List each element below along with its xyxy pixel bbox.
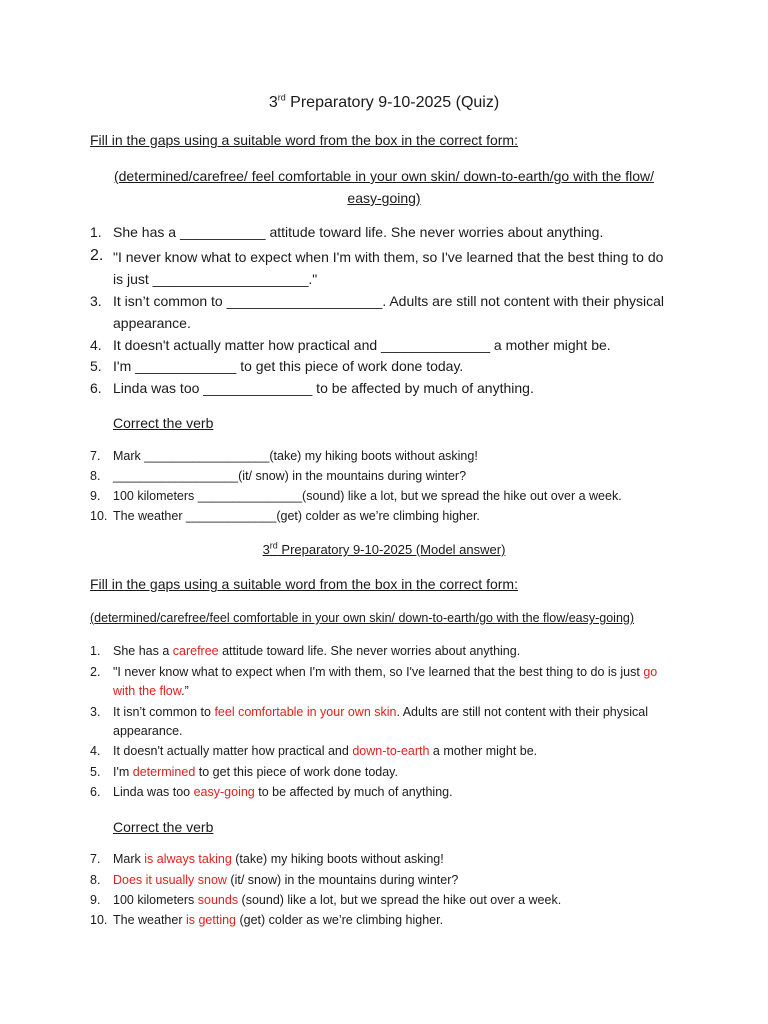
model-verb-7-pre: Mark <box>113 852 145 866</box>
model-item-3 <box>113 705 648 719</box>
model-item-1 <box>113 644 520 658</box>
quiz-word-box-line2: easy-going) <box>347 190 421 206</box>
quiz-verb-9-text: 100 kilometers _______________(sound) like a lot, but we spread the hike out over a week. <box>113 489 622 503</box>
quiz-verb-9-number: 9. <box>90 489 101 503</box>
model-verb-10-pre: The weather <box>113 913 186 927</box>
quiz-verb-10-number: 10. <box>90 509 108 523</box>
quiz-verb-heading: Correct the verb <box>113 415 214 431</box>
model-word-box: (determined/carefree/feel comfortable in your own skin/ down-to-earth/go with the flow/easy-going) <box>90 611 635 625</box>
model-verb-7-number: 7. <box>90 852 101 866</box>
quiz-item-1-text: She has a ___________ attitude toward life. She never worries about anything. <box>113 224 604 240</box>
quiz-title-sup: rd <box>277 92 286 103</box>
quiz-item-3-number: 3. <box>90 293 102 309</box>
model-item-4-post: a mother might be. <box>429 744 538 758</box>
model-verb-9-number: 9. <box>90 893 101 907</box>
model-verb-heading: Correct the verb <box>113 819 214 835</box>
model-item-4 <box>113 744 537 758</box>
model-item-3-cont: appearance. <box>113 724 183 738</box>
quiz-item-4-number: 4. <box>90 337 102 353</box>
model-item-5-answer: determined <box>132 765 196 779</box>
quiz-title <box>0 94 768 112</box>
quiz-verb-8-text: __________________(it/ snow) in the mountains during winter? <box>113 469 467 483</box>
model-verb-7-answer: is always taking <box>144 852 232 866</box>
model-item-2 <box>113 665 657 679</box>
model-verb-10-post: (get) colder as we’re climbing higher. <box>236 913 444 927</box>
model-item-1-post: attitude toward life. She never worries about anything. <box>218 644 521 658</box>
model-item-2-number: 2. <box>90 665 101 679</box>
model-item-2-answer: go <box>643 665 658 679</box>
model-item-4-number: 4. <box>90 744 101 758</box>
model-verb-8-post: (it/ snow) in the mountains during winter? <box>226 873 459 887</box>
model-item-4-answer: down-to-earth <box>352 744 430 758</box>
model-item-3-answer: feel comfortable in your own skin <box>214 705 397 719</box>
model-item-6-answer: easy-going <box>193 785 255 799</box>
quiz-verb-10-text: The weather _____________(get) colder as we’re climbing higher. <box>113 509 480 523</box>
model-item-1-pre: She has a <box>113 644 173 658</box>
quiz-item-2-cont: is just ____________________." <box>113 271 318 287</box>
model-item-2-answer-cont: with the flow <box>113 684 182 698</box>
model-verb-8-answer: Does it usually snow <box>113 873 227 887</box>
model-item-1-number: 1. <box>90 644 101 658</box>
model-item-1-answer: carefree <box>172 644 219 658</box>
quiz-title-rest: Preparatory 9-10-2025 (Quiz) <box>285 94 500 111</box>
model-verb-9-post: (sound) like a lot, but we spread the hike out over a week. <box>238 893 562 907</box>
quiz-item-2-number: 2. <box>90 247 104 264</box>
model-item-3-post: . Adults are still not content with their physical <box>396 705 648 719</box>
quiz-item-4-text: It doesn't actually matter how practical and ______________ a mother might be. <box>113 337 611 353</box>
model-verb-10-answer: is getting <box>185 913 236 927</box>
model-verb-7-post: (take) my hiking boots without asking! <box>231 852 444 866</box>
model-item-3-number: 3. <box>90 705 101 719</box>
quiz-verb-8-number: 8. <box>90 469 101 483</box>
model-item-4-pre: It doesn't actually matter how practical and <box>113 744 353 758</box>
item-number: 1. <box>90 224 102 240</box>
model-item-5-pre: I'm <box>113 765 133 779</box>
model-item-6 <box>113 785 453 799</box>
model-title <box>0 542 768 557</box>
model-item-6-post: to be affected by much of anything. <box>254 785 453 799</box>
model-item-6-number: 6. <box>90 785 101 799</box>
model-title-prefix: 3 <box>262 542 270 557</box>
model-verb-9-answer: sounds <box>197 893 239 907</box>
model-verb-8 <box>113 873 458 887</box>
quiz-item-5-text: I'm _____________ to get this piece of work done today. <box>113 358 464 374</box>
quiz-verb-7-number: 7. <box>90 449 101 463</box>
quiz-verb-7-text: Mark __________________(take) my hiking boots without asking! <box>113 449 478 463</box>
quiz-item-6-text: Linda was too ______________ to be affected by much of anything. <box>113 380 534 396</box>
quiz-item-2-text: "I never know what to expect when I'm with them, so I've learned that the best thing to do <box>113 249 664 265</box>
model-item-6-pre: Linda was too <box>113 785 194 799</box>
model-item-5 <box>113 765 398 779</box>
quiz-title-prefix: 3 <box>268 94 278 111</box>
model-verb-7 <box>113 852 444 866</box>
model-item-5-number: 5. <box>90 765 101 779</box>
model-item-3-pre: It isn’t common to <box>113 705 215 719</box>
quiz-word-box-line1: (determined/carefree/ feel comfortable in your own skin/ down-to-earth/go with the flow/ <box>113 168 655 184</box>
model-verb-8-number: 8. <box>90 873 101 887</box>
model-item-5-post: to get this piece of work done today. <box>195 765 398 779</box>
quiz-item-3-text: It isn’t common to ____________________. Adults are still not content with their physical <box>113 293 665 309</box>
model-item-2-pre: "I never know what to expect when I'm with them, so I've learned that the best thing to do is just <box>113 665 644 679</box>
model-instruction: Fill in the gaps using a suitable word from the box in the correct form: <box>90 576 518 592</box>
model-title-rest: Preparatory 9-10-2025 (Model answer) <box>277 542 506 557</box>
model-verb-9 <box>113 893 561 907</box>
model-title-sup: rd <box>269 540 278 551</box>
model-verb-10 <box>113 913 443 927</box>
quiz-item-5-number: 5. <box>90 358 102 374</box>
quiz-item-1 <box>90 224 102 240</box>
model-item-2-post: .” <box>181 684 189 698</box>
quiz-instruction: Fill in the gaps using a suitable word from the box in the correct form: <box>90 132 518 148</box>
model-verb-9-pre: 100 kilometers <box>113 893 198 907</box>
model-item-2-cont <box>113 684 189 698</box>
quiz-item-6-number: 6. <box>90 380 102 396</box>
model-verb-10-number: 10. <box>90 913 108 927</box>
quiz-item-3-cont: appearance. <box>113 315 191 331</box>
